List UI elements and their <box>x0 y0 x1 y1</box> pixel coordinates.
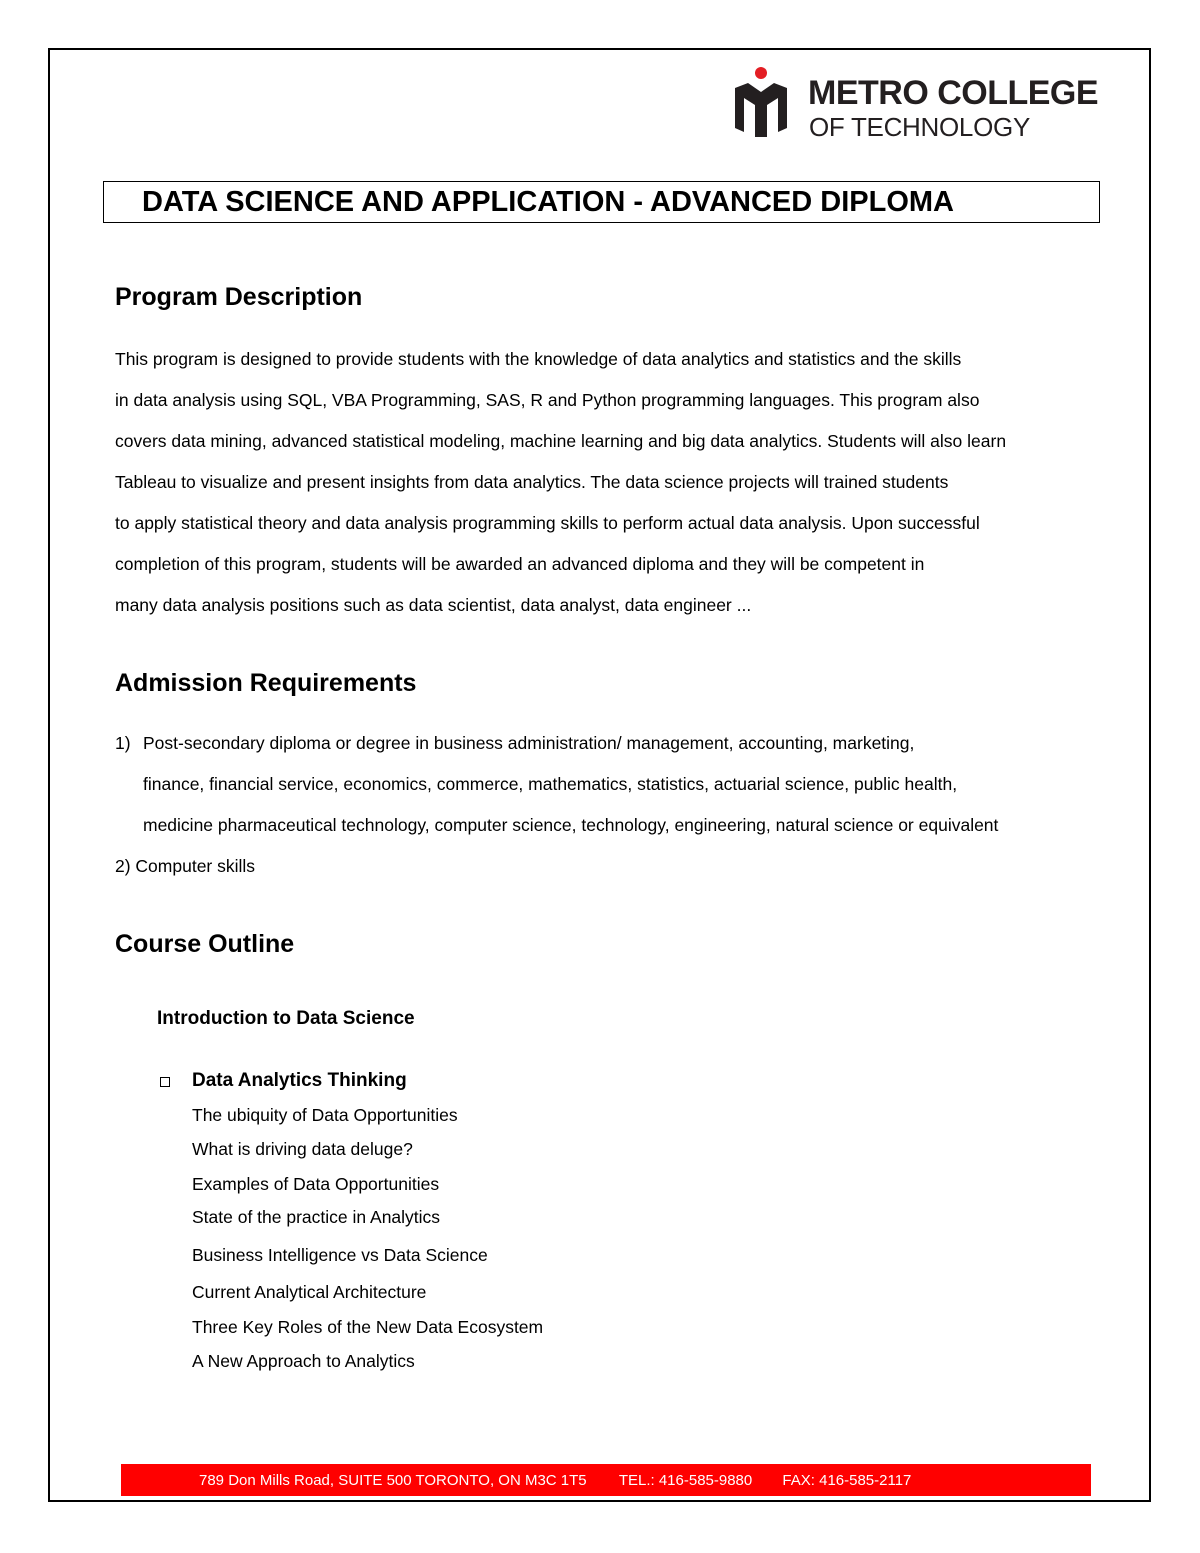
program-description-heading: Program Description <box>115 283 363 311</box>
description-line: This program is designed to provide students with the knowledge of data analytics and statistics and the skills <box>115 349 962 369</box>
description-line: covers data mining, advanced statistical modeling, machine learning and big data analytics. Students will also learn <box>115 431 1007 451</box>
admission-heading: Admission Requirements <box>115 669 417 697</box>
metro-college-m-icon <box>732 66 790 144</box>
description-line: many data analysis positions such as data scientist, data analyst, data engineer ... <box>115 595 752 615</box>
footer-contact <box>199 1472 911 1489</box>
title-box <box>103 181 1100 223</box>
topic-item: What is driving data deluge? <box>192 1139 413 1159</box>
description-line: Tableau to visualize and present insights from data analytics. The data science projects will trained students <box>115 472 949 492</box>
description-line: to apply statistical theory and data analysis programming skills to perform actual data analysis. Upon successful <box>115 513 980 533</box>
topic-item: State of the practice in Analytics <box>192 1207 441 1227</box>
requirement-line: medicine pharmaceutical technology, computer science, technology, engineering, natural science or equivalent <box>143 815 999 835</box>
requirement-line: finance, financial service, economics, commerce, mathematics, statistics, actuarial science, public health, <box>143 774 958 794</box>
logo-line2: OF TECHNOLOGY <box>809 112 1030 142</box>
footer-tel: TEL.: 416-585-9880 <box>618 1472 753 1489</box>
topic-item: Business Intelligence vs Data Science <box>192 1245 488 1265</box>
footer-address: 789 Don Mills Road, SUITE 500 TORONTO, ON M3C 1T5 <box>199 1472 587 1489</box>
description-line: completion of this program, students will be awarded an advanced diploma and they will be competent in <box>115 554 925 574</box>
requirement-line: Post-secondary diploma or degree in business administration/ management, accounting, marketing, <box>143 733 915 753</box>
checkbox-bullet-icon <box>160 1077 170 1087</box>
course-outline-heading: Course Outline <box>115 930 295 958</box>
course-subheading: Introduction to Data Science <box>157 1008 415 1029</box>
topic-item: Current Analytical Architecture <box>192 1282 427 1302</box>
requirement-item: 2) Computer skills <box>115 856 256 876</box>
topic-item: Examples of Data Opportunities <box>192 1174 440 1194</box>
topic-item: The ubiquity of Data Opportunities <box>192 1105 458 1125</box>
description-line: in data analysis using SQL, VBA Programming, SAS, R and Python programming languages. This program also <box>115 390 980 410</box>
requirement-number: 1) <box>115 733 131 753</box>
page-title: DATA SCIENCE AND APPLICATION - ADVANCED DIPLOMA <box>142 186 954 218</box>
section-title: Data Analytics Thinking <box>192 1070 407 1091</box>
logo-line1: METRO COLLEGE <box>808 74 1099 112</box>
topic-item: Three Key Roles of the New Data Ecosystem <box>192 1317 544 1337</box>
footer-fax: FAX: 416-585-2117 <box>782 1472 912 1489</box>
topic-item: A New Approach to Analytics <box>192 1351 415 1371</box>
footer-bar <box>121 1464 1091 1496</box>
college-logo <box>732 66 1102 144</box>
